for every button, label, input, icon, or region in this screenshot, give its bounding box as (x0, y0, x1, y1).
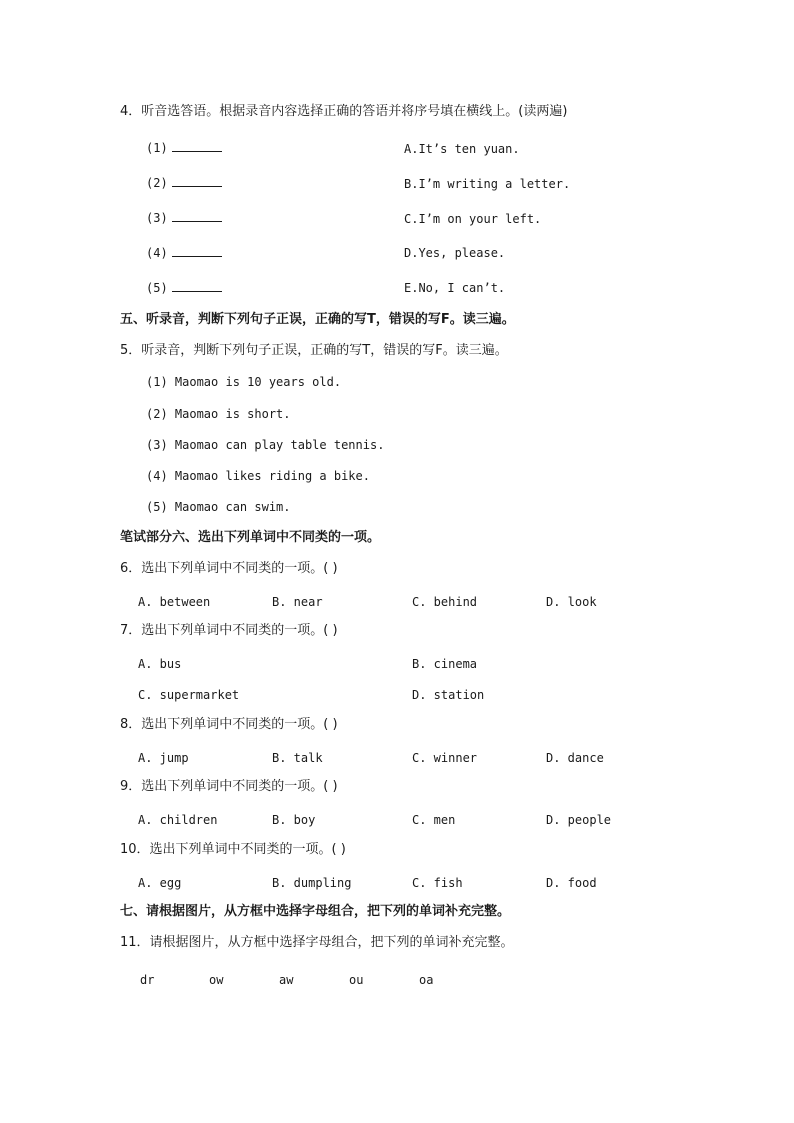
q4-answer-a: A.It’s ten yuan. (404, 142, 520, 156)
letter-combo: ow (209, 973, 224, 987)
section-6-heading: 笔试部分六、选出下列单词中不同类的一项。 (120, 530, 381, 545)
answer-blank[interactable] (172, 139, 222, 152)
q11-title: 11．请根据图片，从方框中选择字母组合，把下列的单词补充完整。 (120, 935, 514, 950)
q7-title: 7．选出下列单词中不同类的一项。( ) (120, 623, 338, 638)
q5-item: (5) Maomao can swim. (146, 500, 291, 514)
letter-combo: oa (419, 973, 434, 987)
q4-num: (3) (146, 211, 168, 225)
section-7-heading: 七、请根据图片，从方框中选择字母组合，把下列的单词补充完整。 (120, 904, 511, 919)
q9-option-c: C. men (412, 813, 456, 827)
q4-item-1 (146, 139, 222, 156)
q4-answer-e: E.No, I can’t. (404, 281, 506, 295)
q4-answer-b: B.I’m writing a letter. (404, 177, 571, 191)
q9-option-b: B. boy (272, 813, 316, 827)
q6-title: 6．选出下列单词中不同类的一项。( ) (120, 561, 338, 576)
q4-num: (1) (146, 141, 168, 155)
q7-option-b: B. cinema (412, 657, 478, 671)
answer-blank[interactable] (172, 279, 222, 292)
q8-option-d: D. dance (546, 751, 604, 765)
q7-option-c: C. supermarket (138, 688, 240, 702)
answer-blank[interactable] (172, 174, 222, 187)
q6-option-b: B. near (272, 595, 323, 609)
q5-title: 5．听录音，判断下列句子正误，正确的写T，错误的写F。读三遍。 (120, 343, 508, 358)
q5-item: (1) Maomao is 10 years old. (146, 375, 342, 389)
q4-item-4 (146, 244, 222, 261)
q7-option-a: A. bus (138, 657, 182, 671)
q8-option-c: C. winner (412, 751, 478, 765)
q7-option-d: D. station (412, 688, 485, 702)
letter-combo: ou (349, 973, 364, 987)
q5-item: (4) Maomao likes riding a bike. (146, 469, 370, 483)
q4-answer-c: C.I’m on your left. (404, 212, 542, 226)
q4-item-2 (146, 174, 222, 191)
q10-title: 10．选出下列单词中不同类的一项。( ) (120, 842, 346, 857)
q5-item: (2) Maomao is short. (146, 407, 291, 421)
q8-option-b: B. talk (272, 751, 323, 765)
q5-item: (3) Maomao can play table tennis. (146, 438, 385, 452)
q10-option-d: D. food (546, 876, 597, 890)
q10-option-c: C. fish (412, 876, 463, 890)
q10-option-a: A. egg (138, 876, 182, 890)
q9-option-a: A. children (138, 813, 218, 827)
q9-title: 9．选出下列单词中不同类的一项。( ) (120, 779, 338, 794)
q4-num: (2) (146, 176, 168, 190)
q9-option-d: D. people (546, 813, 612, 827)
answer-blank[interactable] (172, 244, 222, 257)
q6-option-a: A. between (138, 595, 211, 609)
q4-item-3 (146, 209, 222, 226)
q6-option-d: D. look (546, 595, 597, 609)
q4-num: (4) (146, 246, 168, 260)
q4-item-5 (146, 279, 222, 296)
q4-num: (5) (146, 281, 168, 295)
q6-option-c: C. behind (412, 595, 478, 609)
answer-blank[interactable] (172, 209, 222, 222)
letter-combo: dr (140, 973, 155, 987)
q8-title: 8．选出下列单词中不同类的一项。( ) (120, 717, 338, 732)
q4-answer-d: D.Yes, please. (404, 246, 506, 260)
q10-option-b: B. dumpling (272, 876, 352, 890)
letter-combo: aw (279, 973, 294, 987)
q4-title: 4．听音选答语。根据录音内容选择正确的答语并将序号填在横线上。(读两遍) (120, 104, 568, 119)
q8-option-a: A. jump (138, 751, 189, 765)
section-5-heading: 五、听录音，判断下列句子正误，正确的写T，错误的写F。读三遍。 (120, 312, 515, 327)
